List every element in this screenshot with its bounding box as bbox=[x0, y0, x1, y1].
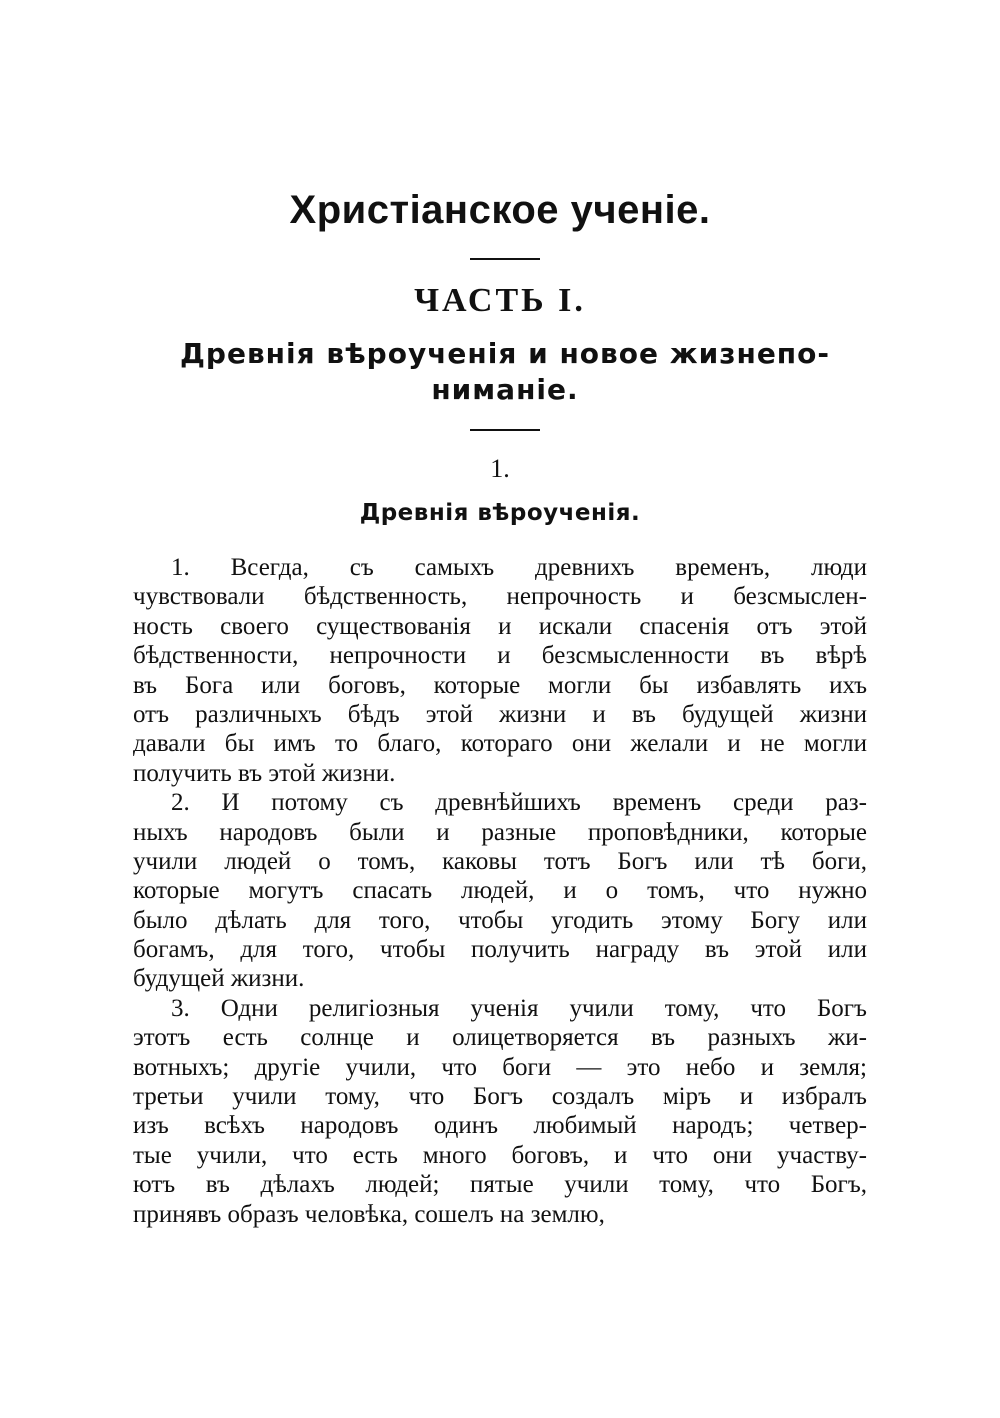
text-line: получить въ этой жизни. bbox=[133, 759, 396, 787]
page-title: Христіанское ученіе. bbox=[289, 188, 711, 232]
part-subtitle bbox=[100, 336, 910, 408]
text-line: учили людей о томъ, каковы тотъ Богъ или тѣ боги, bbox=[133, 847, 867, 875]
body-text bbox=[133, 553, 867, 1229]
text-line: ютъ въ дѣлахъ людей; пятые учили тому, что Богъ, bbox=[133, 1171, 867, 1199]
text-line: давали бы имъ то благо, котораго они желали и не могли bbox=[133, 730, 867, 758]
text-line: ность своего существованія и искали спасенія отъ этой bbox=[133, 612, 867, 640]
text-line: 1. Всегда, съ самыхъ древнихъ временъ, люди bbox=[171, 554, 867, 581]
text-line: богамъ, для того, чтобы получить награду въ этой или bbox=[133, 936, 867, 964]
subtitle-divider bbox=[470, 429, 540, 431]
section-heading: Древнія вѣроученія. bbox=[359, 500, 641, 526]
text-line: бѣдственности, непрочности и безсмысленности въ вѣрѣ bbox=[133, 642, 867, 670]
part-heading: ЧАСТЬ I. bbox=[414, 282, 586, 319]
text-line: будущей жизни. bbox=[133, 965, 305, 993]
text-line: изъ всѣхъ народовъ одинъ любимый народъ; четвер- bbox=[133, 1112, 867, 1140]
part-subtitle-line: Древнія вѣроученія и новое жизнепо- bbox=[179, 337, 831, 370]
text-line: которые могутъ спасать людей, и о томъ, что нужно bbox=[133, 877, 867, 905]
text-line: тые учили, что есть много боговъ, и что они участву- bbox=[133, 1141, 867, 1169]
text-line: ныхъ народовъ были и разные проповѣдники, которые bbox=[133, 818, 867, 846]
section-number: 1. bbox=[490, 454, 510, 483]
text-line: этотъ есть солнце и олицетворяется въ разныхъ жи- bbox=[133, 1024, 867, 1052]
title-divider bbox=[470, 258, 540, 260]
text-line: было дѣлать для того, чтобы угодить этому Богу или bbox=[133, 906, 867, 934]
text-line: третьи учили тому, что Богъ создалъ міръ и избралъ bbox=[133, 1083, 867, 1111]
text-line: принявъ образъ человѣка, сошелъ на землю, bbox=[133, 1200, 605, 1228]
paragraph-2 bbox=[133, 788, 867, 994]
paragraph-1 bbox=[133, 553, 867, 788]
part-subtitle-line: ниманіе. bbox=[431, 373, 579, 406]
text-line: отъ различныхъ бѣдъ этой жизни и въ будущей жизни bbox=[133, 700, 867, 728]
text-line: 2. И потому съ древнѣйшихъ временъ среди раз- bbox=[171, 789, 867, 817]
text-line: въ Бога или боговъ, которые могли бы избавлять ихъ bbox=[133, 671, 867, 699]
paragraph-3 bbox=[133, 994, 867, 1229]
text-line: вотныхъ; другіе учили, что боги — это небо и земля; bbox=[133, 1053, 867, 1081]
text-line: 3. Одни религіозныя ученія учили тому, что Богъ bbox=[171, 994, 867, 1022]
text-line: чувствовали бѣдственность, непрочность и безсмыслен- bbox=[133, 583, 867, 611]
